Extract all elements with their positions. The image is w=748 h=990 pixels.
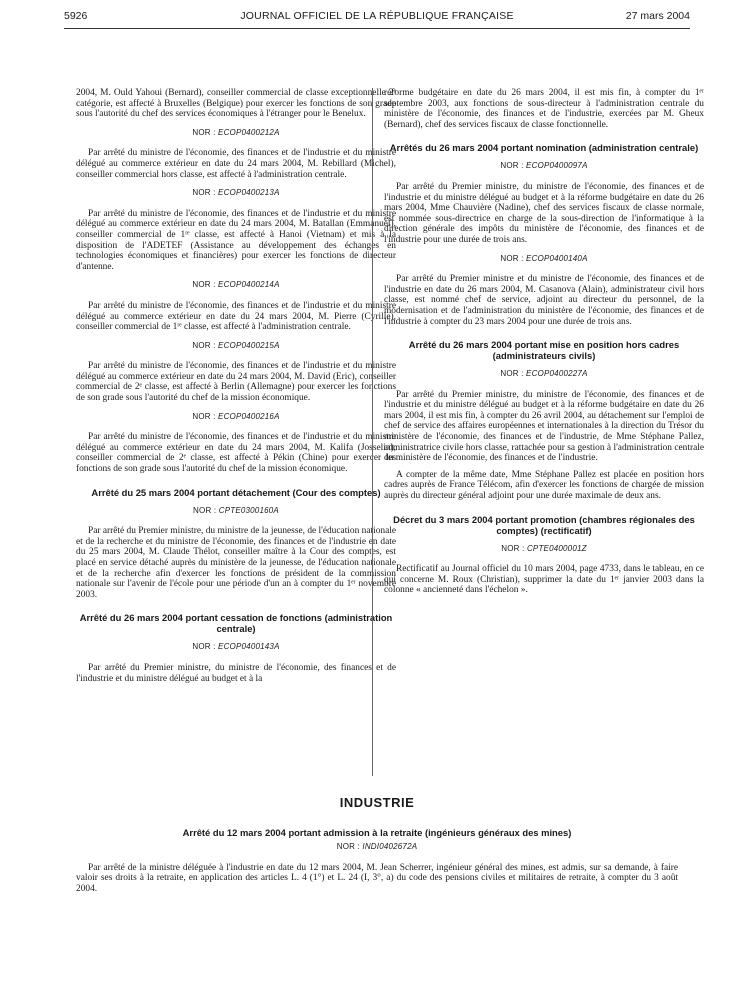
- paragraph: Par arrêté du ministre de l'économie, des finances et de l'industrie et du ministre délégué au commerce extérieur en date du 24 mars 2004, M. Batallan (Emmanuel), conseiller commercial de 1ʳᵉ classe, est affecté à Hanoi (Vietnam) et mis à la disposition de l'ADETEF (Assistance au développement des échanges en technologies économiques et financières) pour exercer les fonctions de directeur d'antenne.: [76, 208, 396, 272]
- nor-label: NOR :: [192, 340, 216, 350]
- nor-code: ECOP0400216A: [218, 411, 280, 421]
- section-title: INDUSTRIE: [339, 795, 415, 810]
- nor-code: ECOP0400143A: [218, 642, 280, 652]
- paragraph: Par arrêté du Premier ministre, du ministre de l'économie, des finances et de l'industrie et du ministre délégué au budget et à la: [76, 662, 396, 684]
- nor-code: INDI0402672A: [362, 842, 418, 851]
- nor-reference: [76, 128, 396, 139]
- nor-reference: [384, 544, 704, 555]
- paragraph: Par arrêté du ministre de l'économie, des finances et de l'industrie et du ministre délégué au commerce extérieur en date du 24 mars 2004, M. Pierre (Cyrille), conseiller commercial de 1ʳᵉ classe, est affecté à l'administration centrale.: [76, 300, 396, 333]
- nor-code: ECOP0400097A: [526, 161, 588, 171]
- nor-code: ECOP0400213A: [218, 188, 280, 198]
- article-heading: Décret du 3 mars 2004 portant promotion (chambres régionales des comptes) (rectificatif): [393, 513, 695, 536]
- nor-label: NOR :: [192, 127, 216, 137]
- left-column: [76, 88, 396, 690]
- paragraph: Par arrêté du Premier ministre, du ministre de la jeunesse, de l'éducation nationale et de la recherche et du ministre de l'économie, des finances et de l'industrie en date du 25 mars 2004, M. Claude Thélot, conseiller maître à la Cour des comptes, est placé en service détaché auprès du ministère de la jeunesse, de l'éducation nationale et de la recherche afin d'exercer les fonctions de président de la commission nationale sur l'avenir de l'école pour une période d'un an à compter du 1ᵉʳ novembre 2003.: [76, 526, 396, 600]
- paragraph: Par arrêté du Premier ministre, du ministre de l'économie, des finances et de l'industrie et du ministre délégué au budget et à la réforme budgétaire en date du 26 mars 2004, Mme Chauvière (Nadine), chef des services fiscaux de classe normale, est nommée sous-directrice en charge de la sous-direction de l'informatique à la direction générale des impôts du ministère de l'économie, des finances et de l'industrie pour une durée de trois ans.: [384, 181, 704, 245]
- nor-reference: [76, 188, 396, 199]
- article-heading: Arrêtés du 26 mars 2004 portant nomination (administration centrale): [389, 142, 699, 154]
- right-column: [384, 88, 704, 602]
- paragraph: Par arrêté du Premier ministre, du ministre de l'économie, des finances et de l'industrie et du ministre délégué au budget et à la réforme budgétaire en date du 26 mars 2004, il est mis fin, à compter du 26 avril 2004, au détachement sur l'emploi de chef de service des affaires européennes et internationales à la direction du Trésor du ministère de l'économie, des finances et de l'industrie, de Mme Stéphane Pallez, administratrice civile hors classe, rattachée pour sa gestion à l'administration centrale du ministère de l'économie, des finances et de l'industrie.: [384, 389, 704, 464]
- nor-code: CPTE0300160A: [218, 505, 279, 515]
- nor-label: NOR :: [501, 543, 525, 553]
- paragraph: A compter de la même date, Mme Stéphane Pallez est placée en position hors cadres auprès de France Télécom, afin d'exercer les fonctions de chargée de mission auprès du directeur général adjoint pour une durée maximale de deux ans.: [384, 469, 704, 502]
- nor-code: CPTE0400001Z: [526, 543, 587, 553]
- article-heading: Arrêté du 26 mars 2004 portant cessation de fonctions (administration centrale): [79, 612, 393, 635]
- nor-reference: [384, 369, 704, 380]
- paragraph: Par arrêté du ministre de l'économie, des finances et de l'industrie et du ministre délégué au commerce extérieur en date du 24 mars 2004, M. Rebillard (Michel), conseiller commercial hors classe, est affecté à l'administration centrale.: [76, 148, 396, 180]
- nor-label: NOR :: [192, 411, 216, 421]
- nor-reference: [76, 412, 396, 423]
- nor-reference: [76, 341, 396, 352]
- nor-reference: [76, 280, 396, 291]
- nor-label: NOR :: [500, 161, 524, 171]
- nor-label: NOR :: [500, 253, 524, 263]
- paragraph: réforme budgétaire en date du 26 mars 2004, il est mis fin, à compter du 1ᵉʳ septembre 2003, aux fonctions de sous-directeur à l'administration centrale du ministère de l'économie, des finances et de l'industrie, exercées par M. Gheux (Bernard), chef des services fiscaux de classe fonctionnelle.: [384, 88, 704, 130]
- nor-code: ECOP0400215A: [218, 340, 280, 350]
- issue-date: 27 mars 2004: [625, 10, 690, 22]
- nor-code: ECOP0400212A: [218, 127, 280, 137]
- paragraph: Par arrêté du Premier ministre et du ministre de l'économie, des finances et de l'industrie en date du 26 mars 2004, M. Casanova (Alain), administrateur civil hors classe, est nommé chef de service, adjoint au directeur du personnel, de la modernisation et de l'administration du ministère de l'économie, des finances et de l'industrie à compter du 23 mars 2004 pour une durée de trois ans.: [384, 274, 704, 327]
- column-divider: [372, 88, 373, 776]
- paragraph: Par arrêté du ministre de l'économie, des finances et de l'industrie et du ministre délégué au commerce extérieur en date du 24 mars 2004, M. David (Eric), conseiller commercial de 2ᵉ classe, est affecté à Berlin (Allemagne) pour exercer les fonctions de son grade sous l'autorité du chef de la mission économique.: [76, 361, 396, 404]
- nor-reference: [384, 254, 704, 265]
- article-heading: Arrêté du 26 mars 2004 portant mise en position hors cadres (administrateurs civils): [408, 339, 680, 362]
- nor-label: NOR :: [336, 842, 360, 851]
- nor-reference: [76, 842, 678, 853]
- nor-label: NOR :: [192, 642, 216, 652]
- nor-code: ECOP0400140A: [526, 253, 588, 263]
- journal-title: JOURNAL OFFICIEL DE LA RÉPUBLIQUE FRANÇAISE: [240, 10, 514, 22]
- nor-label: NOR :: [500, 369, 524, 379]
- industrie-article: [76, 827, 678, 900]
- nor-label: NOR :: [192, 280, 216, 290]
- nor-reference: [384, 161, 704, 172]
- article-heading: Arrêté du 12 mars 2004 portant admission à la retraite (ingénieurs généraux des mines): [182, 827, 572, 838]
- nor-reference: [76, 506, 396, 517]
- page-number: 5926: [64, 10, 88, 22]
- paragraph: Par arrêté du ministre de l'économie, des finances et de l'industrie et du ministre délégué au commerce extérieur en date du 24 mars 2004, M. Kalifa (Josselin), conseiller commercial de 2ᵉ classe, est affecté à Pékin (Chine) pour exercer les fonctions de son grade sous l'autorité du chef de la mission économique.: [76, 432, 396, 475]
- nor-code: ECOP0400227A: [526, 369, 588, 379]
- article-text: Par arrêté de la ministre déléguée à l'industrie en date du 12 mars 2004, M. Jean Scherrer, ingénieur général des mines, est admis, sur sa demande, à faire valoir ses droits à la retraite, en application des articles L. 4 (1°) et L. 24 (I, 3°, a) du code des pensions civiles et militaires de retraite, à compter du 3 août 2004.: [76, 862, 678, 894]
- header-rule: [64, 28, 690, 29]
- nor-label: NOR :: [193, 505, 217, 515]
- paragraph: 2004, M. Ould Yahoui (Bernard), conseiller commercial de classe exceptionnelle 2ᵉ catégorie, est affecté à Bruxelles (Belgique) pour exercer les fonctions de son grade sous l'autorité du chef des services économiques à l'étranger pour le Benelux.: [76, 88, 396, 120]
- article-heading: Arrêté du 25 mars 2004 portant détachement (Cour des comptes): [91, 486, 381, 498]
- paragraph: Rectificatif au Journal officiel du 10 mars 2004, page 4733, dans le tableau, en ce qui concerne M. Roux (Christian), supprimer la date du 1ᵉʳ janvier 2003 dans la colonne « ancienneté dans l'échelon ».: [384, 564, 704, 596]
- page-header: [64, 10, 690, 26]
- nor-reference: [76, 642, 396, 653]
- nor-code: ECOP0400214A: [218, 280, 280, 290]
- nor-label: NOR :: [192, 188, 216, 198]
